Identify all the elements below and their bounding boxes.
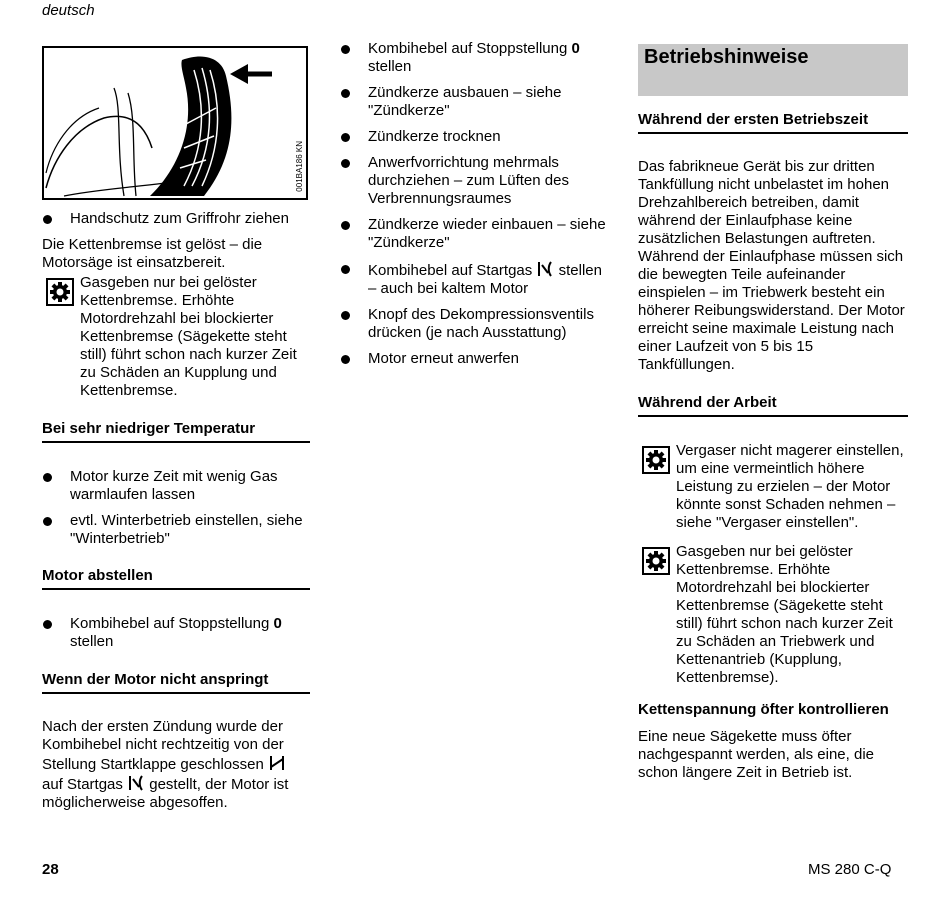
heading-stop-engine: Motor abstellen xyxy=(42,567,310,590)
bullet-stop-lever: Kombihebel auf Stoppstellung 0 stellen xyxy=(340,40,612,76)
bullet-reinstall-spark-plug: Zündkerze wieder einbauen – siehe "Zündkerze" xyxy=(340,216,612,252)
note-chain-brake xyxy=(638,543,908,687)
handguard-drawing xyxy=(44,48,306,198)
choke-closed-symbol xyxy=(268,754,286,772)
page-number: 28 xyxy=(42,861,59,878)
heading-engine-not-starting: Wenn der Motor nicht anspringt xyxy=(42,671,310,694)
bullet-winter-mode: evtl. Winterbetrieb einstellen, siehe "Winterbetrieb" xyxy=(42,512,310,548)
column-left xyxy=(42,46,310,812)
column-right xyxy=(638,44,908,782)
bullet-start-throttle: Kombihebel auf Startgas stellen – auch bei kaltem Motor xyxy=(340,260,612,298)
heading-low-temperature: Bei sehr niedriger Temperatur xyxy=(42,420,310,443)
note-carburetor xyxy=(638,442,908,532)
bullet-stop-position: Kombihebel auf Stoppstellung 0 stellen xyxy=(42,615,310,651)
model-label: MS 280 C-Q xyxy=(808,861,892,878)
start-throttle-symbol xyxy=(127,774,145,792)
note-carburetor-text: Vergaser nicht magerer einstellen, um eine vermeintlich höhere Leistung zu erzielen – der Motor könnte sonst Schaden nehmen – siehe "Vergaser einstellen". xyxy=(676,442,904,531)
heading-chain-tension: Kettenspannung öfter kontrollieren xyxy=(638,701,889,718)
bullet-handguard: Handschutz zum Griffrohr ziehen xyxy=(42,210,310,228)
bullet-pull-starter: Anwerfvorrichtung mehrmals durchziehen – zum Lüften des Verbrennungsraumes xyxy=(340,154,612,208)
handguard-illustration xyxy=(42,46,308,200)
figure-code: 001BA186 KN xyxy=(295,141,304,192)
bullet-restart-engine: Motor erneut anwerfen xyxy=(340,350,612,368)
note-brake-text: Gasgeben nur bei gelöster Kettenbremse. Erhöhte Motordrehzahl bei blockierter Kettenbremse (Sägekette steht still) führt schon nach kurzer Zeit zu Schäden an Kupplung und Kettenbremse. xyxy=(80,274,297,399)
section-title: Betriebshinweise xyxy=(638,44,908,96)
gear-warning-icon xyxy=(642,446,670,474)
gear-warning-icon xyxy=(642,547,670,575)
gear-warning-icon xyxy=(46,278,74,306)
paragraph-break-in: Das fabrikneue Gerät bis zur dritten Tankfüllung nicht unbelastet im hohen Drehzahlbereich betreiben, damit während der Einlaufphase keine zusätzlichen Belastungen auftreten. Während der Einlaufphase müssen sich die bewegten Teile aufeinander einspielen – im Triebwerk besteht ein höherer Reibungswiderstand. Der Motor erreicht seine maximale Leistung nach einer Laufzeit von 5 bis 15 Tankfüllungen. xyxy=(638,158,905,373)
paragraph-brake-released: Die Kettenbremse ist gelöst – die Motorsäge ist einsatzbereit. xyxy=(42,236,263,271)
paragraph-flooded-engine: Nach der ersten Zündung wurde der Kombihebel nicht rechtzeitig von der Stellung Startklappe geschlossen auf Startgas gestellt, der Motor ist möglicherweise abgesoffen. xyxy=(42,718,289,811)
column-middle xyxy=(340,40,612,368)
bullet-warmup: Motor kurze Zeit mit wenig Gas warmlaufen lassen xyxy=(42,468,310,504)
note-chain-brake-text: Gasgeben nur bei gelöster Kettenbremse. Erhöhte Motordrehzahl bei blockierter Kettenbremse (Sägekette steht still) führt schon nach kurzer Zeit zu Schäden an Triebwerk und Kettenantrieb (Kupplung, Kettenbremse). xyxy=(676,543,893,686)
bullet-decompression-valve: Knopf des Dekompressionsventils drücken (je nach Ausstattung) xyxy=(340,306,612,342)
language-label: deutsch xyxy=(42,2,95,19)
bullet-dry-spark-plug: Zündkerze trocknen xyxy=(340,128,612,146)
heading-first-operation: Während der ersten Betriebszeit xyxy=(638,111,908,134)
start-throttle-symbol xyxy=(536,260,554,278)
paragraph-chain-tension: Eine neue Sägekette muss öfter nachgespannt werden, als eine, die schon längere Zeit in Betrieb ist. xyxy=(638,728,875,781)
note-brake xyxy=(42,274,310,400)
heading-during-work: Während der Arbeit xyxy=(638,394,908,417)
bullet-remove-spark-plug: Zündkerze ausbauen – siehe "Zündkerze" xyxy=(340,84,612,120)
